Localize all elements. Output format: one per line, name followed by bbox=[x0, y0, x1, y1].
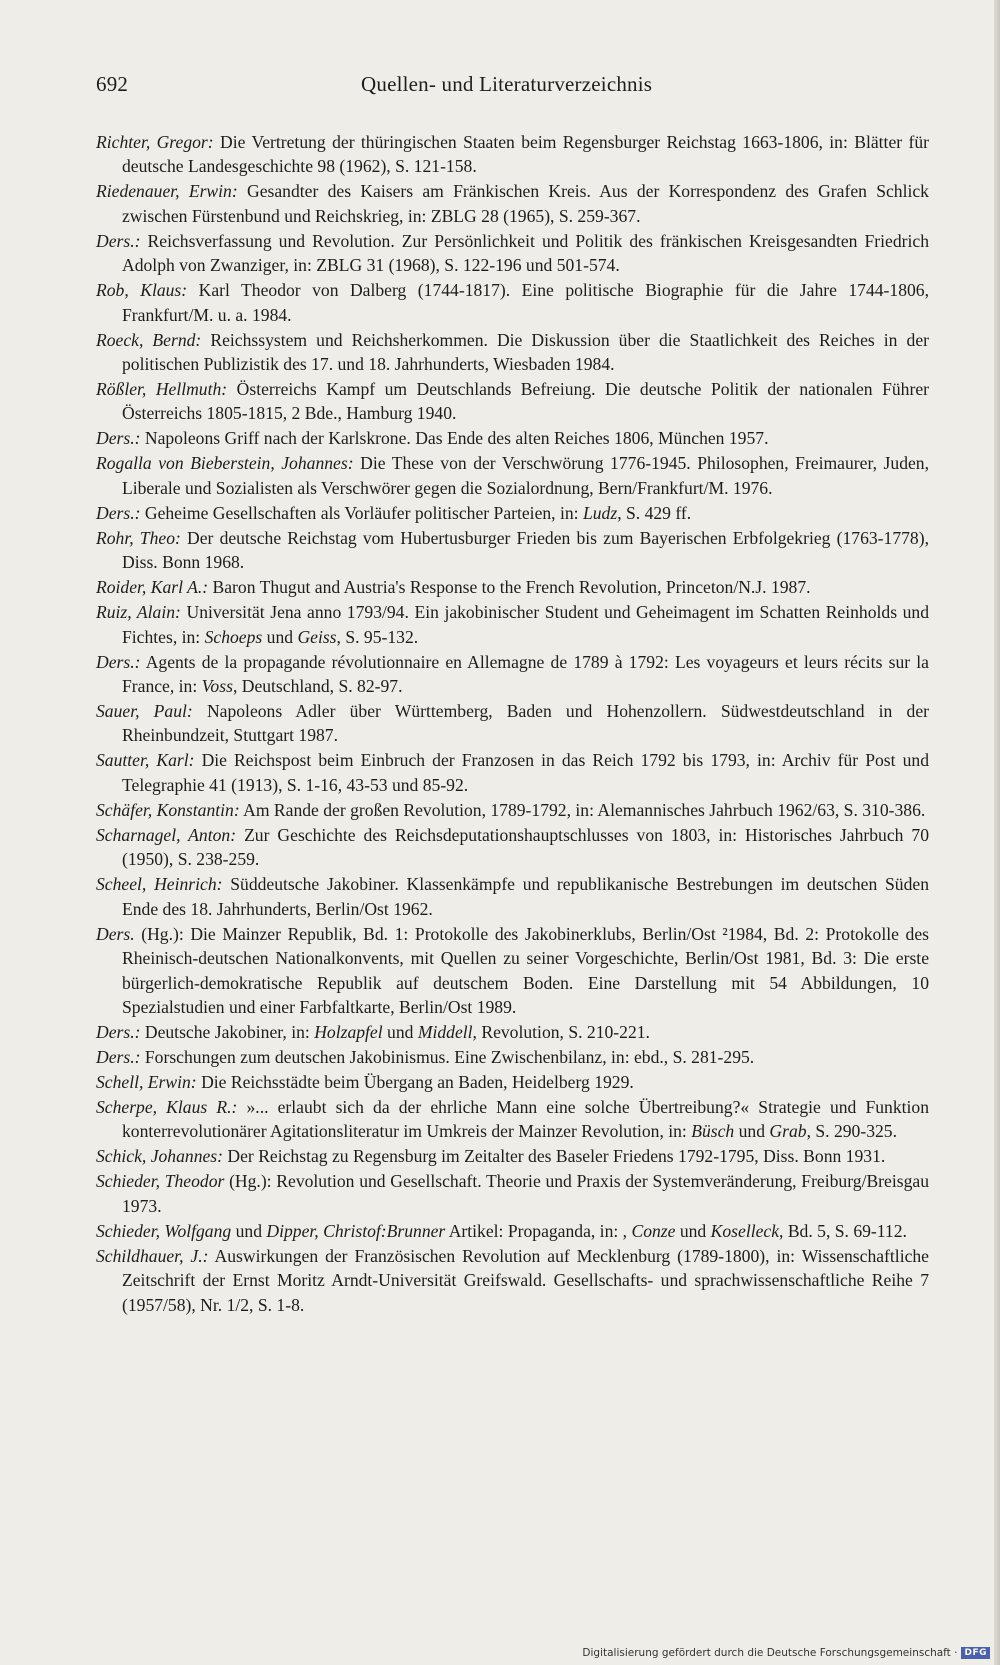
bibliography-entry bbox=[96, 823, 929, 872]
entry-text: Artikel: Propaganda, in: bbox=[445, 1220, 623, 1241]
digitization-footer bbox=[582, 1647, 990, 1659]
bibliography-list bbox=[96, 130, 929, 1318]
entry-author: Sauer, Paul: bbox=[96, 701, 193, 722]
entry-text: (Hg.): Revolution und Gesellschaft. Theorie und Praxis der Systemveränderung, Freiburg/Breisgau 1973. bbox=[122, 1171, 929, 1216]
entry-cited-work: Holzapfel bbox=[314, 1021, 383, 1042]
entry-text: Reichsverfassung und Revolution. Zur Persönlichkeit und Politik des fränkischen Kreisgesandten Friedrich Adolph von Zwanziger, in: ZBLG 31 (1968), S. 122-196 und 501-574. bbox=[122, 230, 929, 276]
bibliography-entry bbox=[96, 526, 929, 575]
entry-text: Agents de la propagande révolutionnaire en Allemagne de 1789 à 1792: Les voyageurs et leurs récits sur la France, in: bbox=[122, 651, 929, 697]
bibliography-entry bbox=[96, 650, 929, 699]
entry-text: , S. 290-325. bbox=[806, 1121, 897, 1142]
bibliography-entry bbox=[96, 501, 929, 525]
entry-text: und bbox=[382, 1021, 418, 1042]
entry-author: Ders.: bbox=[96, 428, 141, 449]
entry-text: Die Reichsstädte beim Übergang an Baden, Heidelberg 1929. bbox=[201, 1071, 634, 1092]
entry-cited-work: Koselleck bbox=[710, 1220, 780, 1241]
entry-author: Richter, Gregor: bbox=[96, 132, 214, 152]
entry-text: Die Reichspost beim Einbruch der Franzosen in das Reich 1792 bis 1793, in: Archiv für Post und Telegraphie 41 (1913), S. 1-16, 43-53 und 85-92. bbox=[122, 750, 930, 795]
bibliography-entry bbox=[96, 328, 929, 377]
entry-text: Die Vertretung der thüringischen Staaten beim Regensburger Reichstag 1663-1806, in: Blätter für deutsche Landesgeschichte 98 (1962), S. 121-158. bbox=[122, 132, 929, 177]
entry-author: Ders.: bbox=[96, 230, 141, 251]
entry-text: und bbox=[231, 1220, 267, 1241]
entry-author: Schieder, Theodor bbox=[96, 1171, 225, 1192]
bibliography-entry bbox=[96, 798, 929, 822]
bibliography-entry bbox=[96, 1045, 929, 1069]
entry-text: Auswirkungen der Französischen Revolution auf Mecklenburg (1789-1800), in: Wissenschaftliche Zeitschrift der Ernst Moritz Arndt-Universität Greifswald. Gesellschafts- und sprachwissenschaftliche Reihe 7 (1957/58), Nr. 1/2, S. 1-8. bbox=[122, 1245, 929, 1315]
entry-author: Schäfer, Konstantin: bbox=[96, 799, 240, 820]
entry-text: (Hg.): Die Mainzer Republik, Bd. 1: Protokolle des Jakobinerklubs, Berlin/Ost ²1984, Bd. 2: Protokolle des Rheinisch-deutschen Nationalkonvents, mit Quellen zu seiner Vorgeschichte, Berlin/Ost 1981, Bd. 3: Die erste bürgerlich-demokratische Republik auf deutschem Boden. Eine Darstellung mit 54 Abbildungen, 10 Spezialstudien und einer Farbfaltkarte, Berlin/Ost 1989. bbox=[122, 923, 929, 1017]
entry-author: Schick, Johannes: bbox=[96, 1146, 224, 1167]
entry-text: und bbox=[262, 626, 298, 647]
bibliography-entry bbox=[96, 600, 929, 649]
bibliography-entry bbox=[96, 748, 929, 797]
entry-text: Geheime Gesellschaften als Vorläufer politischer Parteien, in: bbox=[144, 502, 583, 523]
entry-author: Ders. bbox=[96, 923, 135, 944]
entry-text: , Bd. 5, S. 69-112. bbox=[779, 1220, 907, 1241]
entry-author: Scheel, Heinrich: bbox=[96, 874, 223, 895]
entry-text: , S. 95-132. bbox=[336, 626, 419, 647]
entry-author: Ders.: bbox=[96, 502, 141, 523]
entry-text: Am Rande der großen Revolution, 1789-1792, in: Alemannisches Jahrbuch 1962/63, S. 310-386. bbox=[243, 799, 926, 820]
bibliography-entry bbox=[96, 278, 929, 327]
bibliography-entry bbox=[96, 1219, 929, 1243]
entry-text: Universität Jena anno 1793/94. Ein jakobinischer Student und Geheimagent im Schatten Reinholds und Fichtes, in: bbox=[122, 602, 930, 647]
footer-credit: Digitalisierung gefördert durch die Deutsche Forschungsgemeinschaft · bbox=[582, 1647, 958, 1659]
entry-author: Ders.: bbox=[96, 651, 141, 672]
entry-cited-work: Grab bbox=[769, 1121, 807, 1142]
entry-author: Scherpe, Klaus R.: bbox=[96, 1096, 238, 1117]
entry-text: Napoleons Adler über Württemberg, Baden und Hohenzollern. Südwestdeutschland in der Rheinbundzeit, Stuttgart 1987. bbox=[122, 701, 929, 746]
bibliography-entry bbox=[96, 426, 929, 450]
bibliography-entry bbox=[96, 575, 929, 599]
page-number: 692 bbox=[96, 72, 129, 96]
entry-cited-work: Ludz bbox=[582, 502, 618, 523]
bibliography-entry bbox=[96, 922, 929, 1020]
entry-text: Deutsche Jakobiner, in: bbox=[144, 1021, 315, 1042]
entry-text: Österreichs Kampf um Deutschlands Befreiung. Die deutsche Politik der nationalen Führer Österreichs 1805-1815, 2 Bde., Hamburg 1940. bbox=[122, 379, 929, 424]
bibliography-entry bbox=[96, 1020, 929, 1044]
bibliography-entry bbox=[96, 179, 929, 228]
entry-text: Die These von der Verschwörung 1776-1945. Philosophen, Freimaurer, Juden, Liberale und Sozialisten als Verschwörer gegen die Sozialordnung, Bern/Frankfurt/M. 1976. bbox=[122, 453, 929, 498]
entry-text: , Deutschland, S. 82-97. bbox=[232, 676, 403, 697]
entry-author: Roider, Karl A.: bbox=[96, 577, 209, 598]
bibliography-entry bbox=[96, 1095, 929, 1144]
entry-text: Reichssystem und Reichsherkommen. Die Diskussion über die Staatlichkeit des Reiches in der politischen Publizistik des 17. und 18. Jahrhunderts, Wiesbaden 1984. bbox=[122, 329, 929, 375]
entry-cited-work: Büsch bbox=[691, 1121, 735, 1142]
entry-text: Baron Thugut and Austria's Response to the French Revolution, Princeton/N.J. 1987. bbox=[212, 577, 811, 598]
entry-text: »... erlaubt sich da der ehrliche Mann eine solche Übertreibung?« Strategie und Funktion konterrevolutionärer Agitationsliteratur im Umkreis der Mainzer Revolution, in: bbox=[122, 1096, 929, 1142]
entry-author: Scharnagel, Anton: bbox=[96, 824, 237, 845]
entry-text: und bbox=[734, 1121, 770, 1142]
entry-author: Ders.: bbox=[96, 1021, 141, 1042]
entry-cited-work: Voss bbox=[201, 676, 233, 697]
bibliography-entry bbox=[96, 229, 929, 278]
entry-author: Ders.: bbox=[96, 1046, 141, 1067]
entry-text: , S. 429 ff. bbox=[617, 502, 692, 523]
bibliography-entry bbox=[96, 130, 929, 179]
entry-cited-work: Dipper, Christof: bbox=[266, 1220, 387, 1241]
entry-text: Forschungen zum deutschen Jakobinismus. Eine Zwischenbilanz, in: ebd., S. 281-295. bbox=[144, 1046, 755, 1067]
entry-cited-work: Conze bbox=[631, 1220, 676, 1241]
entry-text: , Revolution, S. 210-221. bbox=[472, 1021, 650, 1042]
entry-cited-work: Middell bbox=[417, 1021, 473, 1042]
bibliography-entry bbox=[96, 451, 929, 500]
entry-author: Sautter, Karl: bbox=[96, 750, 195, 771]
bibliography-entry bbox=[96, 1169, 929, 1218]
entry-text: Süddeutsche Jakobiner. Klassenkämpfe und republikanische Bestrebungen im deutschen Süden Ende des 18. Jahrhunderts, Berlin/Ost 1962. bbox=[122, 874, 930, 919]
running-title: Quellen- und Literaturverzeichnis bbox=[361, 72, 653, 96]
entry-text: Gesandter des Kaisers am Fränkischen Kreis. Aus der Korrespondenz des Grafen Schlick zwischen Fürstenbund und Reichskrieg, in: ZBLG 28 (1965), S. 259-367. bbox=[122, 181, 929, 226]
bibliography-entry bbox=[96, 1070, 929, 1094]
entry-author: Roeck, Bernd: bbox=[96, 329, 202, 350]
entry-text: und bbox=[675, 1220, 711, 1241]
entry-author: Schieder, Wolfgang bbox=[96, 1220, 232, 1241]
dfg-logo: DFG bbox=[961, 1647, 990, 1659]
entry-author: Rößler, Hellmuth: bbox=[96, 379, 228, 400]
entry-text: Der Reichstag zu Regensburg im Zeitalter des Baseler Friedens 1792-1795, Diss. Bonn 1931. bbox=[227, 1146, 886, 1167]
bibliography-entry bbox=[96, 1144, 929, 1168]
entry-text: , bbox=[622, 1220, 632, 1241]
entry-author: Schell, Erwin: bbox=[96, 1071, 197, 1092]
entry-author: Rogalla von Bieberstein, Johannes: bbox=[96, 453, 354, 474]
bibliography-entry bbox=[96, 872, 929, 921]
entry-author: Riedenauer, Erwin: bbox=[96, 181, 238, 202]
entry-author: Schildhauer, J.: bbox=[96, 1245, 209, 1266]
entry-cited-work: Geiss bbox=[297, 626, 337, 647]
entry-text: Karl Theodor von Dalberg (1744-1817). Eine politische Biographie für die Jahre 1744-1806, Frankfurt/M. u. a. 1984. bbox=[122, 280, 930, 325]
bibliography-entry bbox=[96, 1244, 929, 1317]
entry-text: Der deutsche Reichstag vom Hubertusburger Frieden bis zum Bayerischen Erbfolgekrieg (1763-1778), Diss. Bonn 1968. bbox=[122, 527, 929, 573]
page-edge bbox=[994, 0, 1000, 1665]
entry-author: Rohr, Theo: bbox=[96, 527, 181, 548]
entry-author: Ruiz, Alain: bbox=[96, 602, 181, 623]
entry-text: Zur Geschichte des Reichsdeputationshauptschlusses von 1803, in: Historisches Jahrbuch 70 (1950), S. 238-259. bbox=[122, 824, 930, 870]
entry-author: Rob, Klaus: bbox=[96, 280, 188, 301]
bibliography-entry bbox=[96, 377, 929, 426]
entry-cited-work: Brunner bbox=[386, 1220, 446, 1241]
entry-cited-work: Schoeps bbox=[204, 626, 263, 647]
bibliography-entry bbox=[96, 699, 929, 748]
entry-text: Napoleons Griff nach der Karlskrone. Das Ende des alten Reiches 1806, München 1957. bbox=[144, 428, 769, 449]
